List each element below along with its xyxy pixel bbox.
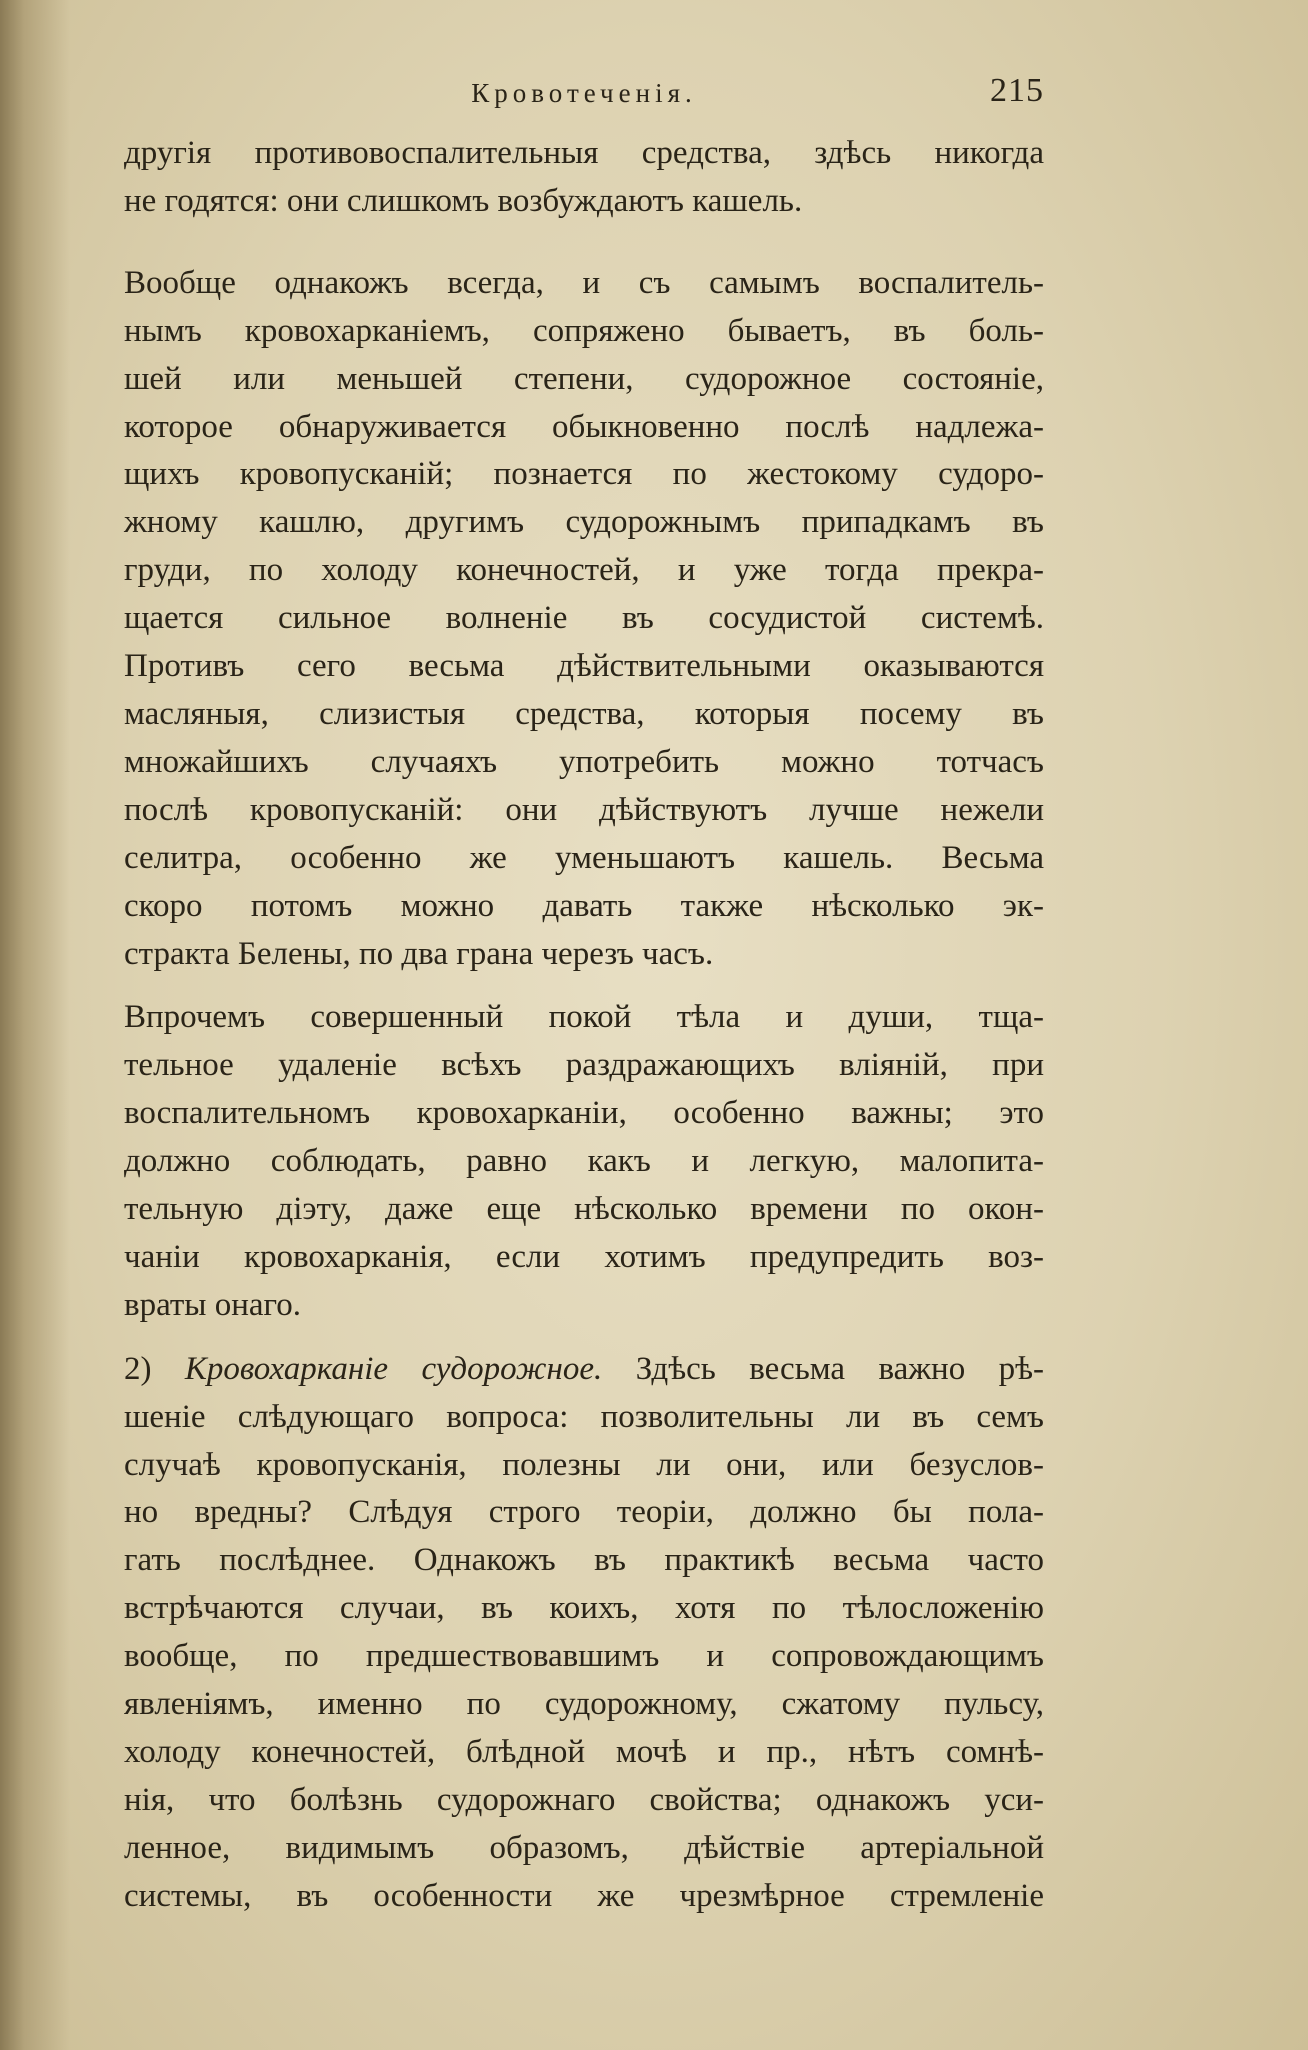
text-line: Противъ сего весьма дѣйствительными оказываются xyxy=(124,648,1044,685)
text-line: Впрочемъ совершенный покой тѣла и души, тща- xyxy=(124,999,1044,1036)
running-head: Кровотеченія. xyxy=(471,78,697,108)
text-line: вообще, по предшествовавшимъ и сопровождающимъ xyxy=(124,1638,1044,1675)
text-line: встрѣчаются случаи, въ коихъ, хотя по тѣлосложенію xyxy=(124,1590,1044,1627)
text-line: груди, по холоду конечностей, и уже тогда прекра- xyxy=(124,552,1044,589)
text-line: которое обнаруживается обыкновенно послѣ надлежа- xyxy=(124,408,1044,445)
text-line: щается сильное волненіе въ сосудистой системѣ. xyxy=(124,600,1044,637)
text-line: системы, въ особенности же чрезмѣрное стремленіе xyxy=(124,1877,1044,1914)
text-line: нымъ кровохарканіемъ, сопряжено бываетъ, въ боль- xyxy=(124,312,1044,349)
text-line: шей или меньшей степени, судорожное состояніе, xyxy=(124,360,1044,397)
text-line: но вредны? Слѣдуя строго теоріи, должно бы пола- xyxy=(124,1494,1044,1531)
text-line: нія, что болѣзнь судорожнаго свойства; однакожъ уси- xyxy=(124,1781,1044,1818)
text-line: щихъ кровопусканій; познается по жестокому судоро- xyxy=(124,456,1044,493)
text-line: воспалительномъ кровохарканіи, особенно важны; это xyxy=(124,1095,1044,1132)
page-gutter-shadow xyxy=(0,0,70,2050)
text-line: не годятся: они слишкомъ возбуждаютъ кашель. xyxy=(124,182,803,219)
text-line: скоро потомъ можно давать также нѣсколько эк- xyxy=(124,887,1044,924)
page-header xyxy=(124,72,1044,112)
text-line: жному кашлю, другимъ судорожнымъ припадкамъ въ xyxy=(124,504,1044,541)
text-line: тельную діэту, даже еще нѣсколько времени по окон- xyxy=(124,1191,1044,1228)
text-line: гать послѣднее. Однакожъ въ практикѣ весьма часто xyxy=(124,1542,1044,1579)
paragraph-1 xyxy=(124,130,1044,226)
text-line: явленіямъ, именно по судорожному, сжатому пульсу, xyxy=(124,1686,1044,1723)
body-text xyxy=(124,130,1044,1921)
text-line: шеніе слѣдующаго вопроса: позволительны ли въ семъ xyxy=(124,1398,1044,1435)
page-number: 215 xyxy=(990,72,1044,109)
text-line: стракта Белены, по два грана черезъ часъ. xyxy=(124,935,714,972)
text-line: тельное удаленіе всѣхъ раздражающихъ вліяній, при xyxy=(124,1047,1044,1084)
text-line: ленное, видимымъ образомъ, дѣйствіе артеріальной xyxy=(124,1829,1044,1866)
paragraph-2 xyxy=(124,260,1044,979)
text-line: другія противовоспалительныя средства, здѣсь никогда xyxy=(124,135,1044,171)
text-line: послѣ кровопусканій: они дѣйствуютъ лучше нежели xyxy=(124,791,1044,828)
text-line: масляныя, слизистыя средства, которыя посему въ xyxy=(124,695,1044,732)
section-number: 2) xyxy=(124,1350,152,1387)
text-line: должно соблюдать, равно какъ и легкую, малопита- xyxy=(124,1143,1044,1180)
paragraph-3 xyxy=(124,994,1044,1329)
section-term: Кровохарканіе судорожное. xyxy=(184,1350,603,1387)
text-line: случаѣ кровопусканія, полезны ли они, или безуслов- xyxy=(124,1446,1044,1483)
text-line: холоду конечностей, блѣдной мочѣ и пр., нѣтъ сомнѣ- xyxy=(124,1734,1044,1770)
text-line: чаніи кровохарканія, если хотимъ предупредить воз- xyxy=(124,1238,1044,1275)
text-line-with-heading xyxy=(124,1346,1044,1394)
text-line: враты онаго. xyxy=(124,1286,301,1323)
text-line-continuation: Здѣсь весьма важно рѣ- xyxy=(635,1350,1045,1387)
text-line: селитра, особенно же уменьшаютъ кашель. Весьма xyxy=(124,839,1044,876)
text-line: Вообще однакожъ всегда, и съ самымъ воспалитель- xyxy=(124,264,1044,301)
text-line: множайшихъ случаяхъ употребить можно тотчасъ xyxy=(124,743,1044,780)
paragraph-4 xyxy=(124,1346,1044,1921)
